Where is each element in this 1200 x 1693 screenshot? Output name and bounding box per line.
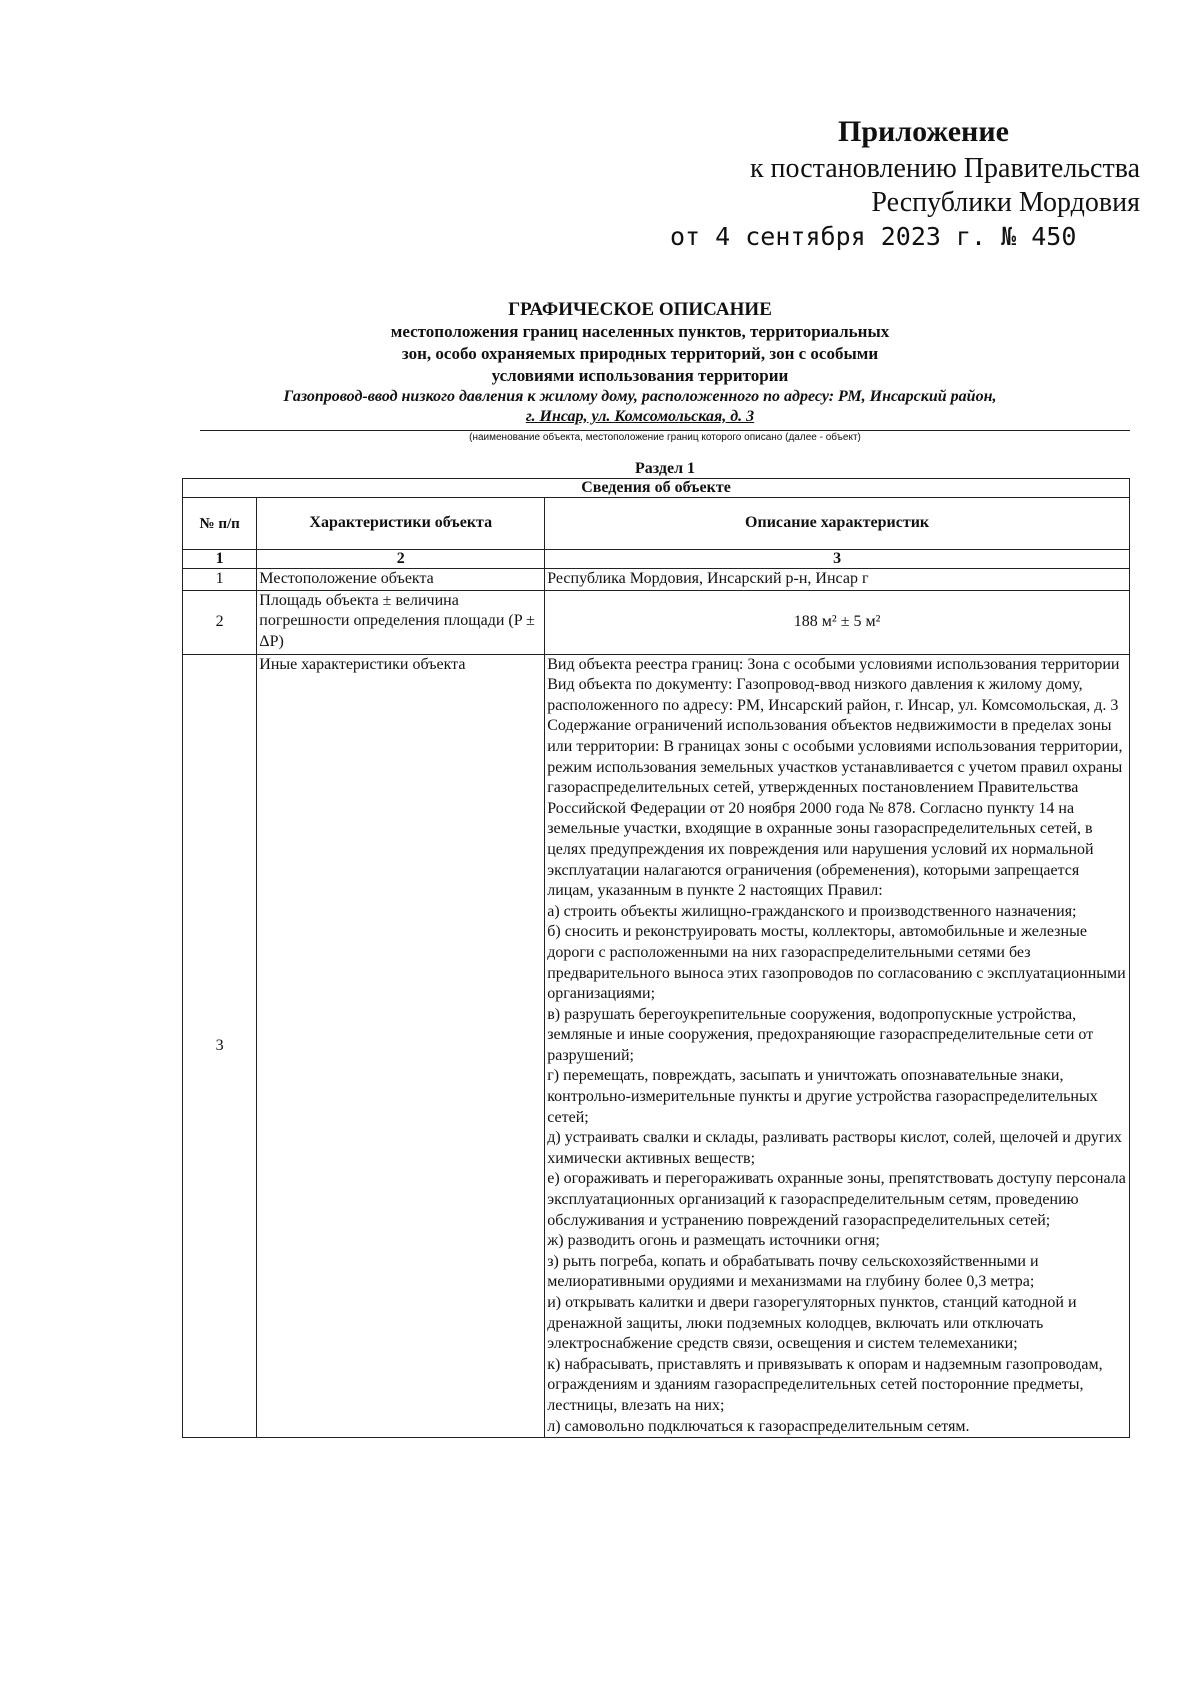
restriction-item-l: л) самовольно подключаться к газораспределительным сетям. <box>547 1417 970 1435</box>
restriction-item-v: в) разрушать берегоукрепительные сооружения, водопропускные устройства, земляные и иные сооружения, предохраняющие газораспределительные сети от разрушений; <box>547 1005 1094 1064</box>
row-1-value: Республика Мордовия, Инсарский р-н, Инсар г <box>545 569 1130 591</box>
appendix-date-line: от 4 сентября 2023 г. № 450 <box>670 222 1077 251</box>
object-name-line-2: г. Инсар, ул. Комсомольская, д. 3 <box>525 408 755 425</box>
restriction-paragraph: Вид объекта по документу: Газопровод-ввод низкого давления к жилому дому, расположенного по адресу: РМ, Инсарский район, г. Инсар, ул. Комсомольская, д. 3 <box>547 676 1119 714</box>
restriction-item-i: и) открывать калитки и двери газорегуляторных пунктов, станций катодной и дренажной защиты, люки подземных колодцев, включать или отключать электроснабжение средств связи, освещения и систем телемеханики; <box>547 1294 1077 1353</box>
table-row <box>183 569 1130 591</box>
restriction-item-k: к) набрасывать, приставлять и привязывать к опорам и надземным газопроводам, ограждениям и зданиям газораспределительных сетей посторонние предметы, лестницы, влезать на них; <box>547 1355 1103 1414</box>
row-3-value <box>545 654 1130 1438</box>
column-number-1: 1 <box>183 550 257 569</box>
header-description: Описание характеристик <box>545 498 1130 550</box>
row-3-name: Иные характеристики объекта <box>257 654 545 1438</box>
subtitle-line-2: зон, особо охраняемых природных территорий, зон с особыми <box>401 344 879 363</box>
row-1-name: Местоположение объекта <box>257 569 545 591</box>
row-2-number: 2 <box>183 590 257 654</box>
header-number: № п/п <box>183 498 257 550</box>
section-title: Раздел 1 <box>634 460 696 477</box>
restriction-paragraph: Содержание ограничений использования объектов недвижимости в пределах зоны или территории: В границах зоны с особыми условиями использования территории, режим использования земельных участков устанавливается с учетом правил охраны газораспределительных сетей, утвержденных постановлением Правительства Российской Федерации от 20 ноября 2000 года № 878. Согласно пункту 14 на земельные участки, входящие в охранные зоны газораспределительных сетей, в целях предупреждения их повреждения или нарушения условий их нормальной эксплуатации налагаются ограничения (обременения), которыми запрещается лицам, указанным в пункте 2 настоящих Правил: <box>547 717 1123 900</box>
restriction-item-a: а) строить объекты жилищно-гражданского и производственного назначения; <box>547 902 1077 920</box>
subtitle-line-1: местоположения границ населенных пунктов, территориальных <box>390 322 890 341</box>
restriction-item-zh: ж) разводить огонь и размещать источники огня; <box>547 1232 880 1250</box>
restriction-paragraph: Вид объекта реестра границ: Зона с особыми условиями использования территории <box>547 655 1120 673</box>
row-2-name: Площадь объекта ± величина погрешности определения площади (P ± ΔP) <box>257 590 545 654</box>
table-row <box>183 654 1130 1438</box>
row-3-number: 3 <box>183 654 257 1438</box>
appendix-line-1: к постановлению Правительства <box>749 153 1140 184</box>
table-title: Сведения об объекте <box>183 479 1130 498</box>
column-number-2: 2 <box>257 550 545 569</box>
underline-rule <box>200 430 1130 431</box>
row-1-number: 1 <box>183 569 257 591</box>
header-characteristics: Характеристики объекта <box>257 498 545 550</box>
restriction-item-d: д) устраивать свалки и склады, разливать растворы кислот, солей, щелочей и других химически активных веществ; <box>547 1129 1122 1167</box>
restriction-item-b: б) сносить и реконструировать мосты, коллекторы, автомобильные и железные дороги с расположенными на них газораспределительными сетями без предварительного выноса этих газопроводов по согласованию с эксплуатационными организациями; <box>547 923 1126 1003</box>
appendix-title: Приложение <box>838 115 1009 148</box>
object-name-line-1: Газопровод-ввод низкого давления к жилому дому, расположенного по адресу: РМ, Инсарский район, <box>283 388 997 405</box>
object-info-table <box>182 478 1130 1438</box>
restriction-item-e: е) огораживать и перегораживать охранные зоны, препятствовать доступу персонала эксплуатационных организаций к газораспределительным сетям, проведению обслуживания и устранению повреждений газораспределительных сетей; <box>547 1170 1126 1229</box>
table-row <box>183 590 1130 654</box>
restriction-item-z: з) рыть погреба, копать и обрабатывать почву сельскохозяйственными и мелиоративными орудиями и механизмами на глубину более 0,3 метра; <box>547 1252 1039 1291</box>
column-number-3: 3 <box>545 550 1130 569</box>
row-2-value: 188 м² ± 5 м² <box>545 590 1130 654</box>
restriction-item-g: г) перемещать, повреждать, засыпать и уничтожать опознавательные знаки, контрольно-измерительные пункты и другие устройства газораспределительных сетей; <box>547 1067 1098 1126</box>
object-caption: (наименование объекта, местоположение границ которого описано (далее - объект) <box>469 432 861 443</box>
appendix-block <box>670 112 1140 254</box>
document-heading <box>200 298 1080 427</box>
document-title: ГРАФИЧЕСКОЕ ОПИСАНИЕ <box>508 299 772 320</box>
appendix-line-2: Республики Мордовия <box>871 187 1140 218</box>
subtitle-line-3: условиями использования территории <box>491 366 789 385</box>
